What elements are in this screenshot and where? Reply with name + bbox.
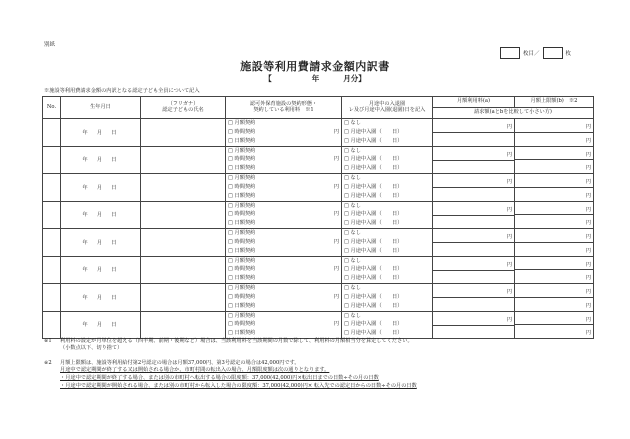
cell-no[interactable]: [43, 311, 61, 339]
claim-yen: 円: [585, 302, 591, 309]
mid-in-label: □ 月途中入園（ 日）: [344, 238, 403, 245]
footnote-2c-text: ・月途中で認定期間が終了する場合、または別の市町村へ転出する場合の限度額：37,000(42,000)円×転出日までの日数÷その月の日数: [60, 375, 379, 381]
table-row: [43, 284, 594, 312]
birth-text: 年 月 日: [82, 157, 119, 164]
mid-none[interactable]: [342, 174, 432, 183]
cell-contract: [226, 146, 342, 174]
page-title: 施設等利用費請求金額内訳書: [240, 60, 390, 73]
contract-hourly-label: □ 時間契約: [228, 183, 256, 190]
table-row: [43, 146, 594, 174]
cell-contract: [226, 256, 342, 284]
table-row: [43, 256, 594, 284]
cell-fee[interactable]: [433, 284, 515, 312]
cell-mid: [342, 311, 433, 339]
contract-daily-label: □ 日額契約: [228, 247, 256, 254]
footnote-2b: [44, 367, 329, 373]
cell-name[interactable]: [141, 229, 226, 257]
yen-label: 円: [333, 156, 339, 163]
claim-yen: 円: [585, 165, 591, 171]
cell-no[interactable]: [43, 229, 61, 257]
contract-daily[interactable]: [226, 137, 341, 146]
contract-monthly[interactable]: [226, 147, 341, 156]
cell-mid: [342, 119, 433, 147]
cell-birth[interactable]: [61, 229, 141, 257]
mid-in-label: □ 月途中入園（ 日）: [344, 211, 403, 218]
contract-hourly-label: □ 時間契約: [228, 238, 256, 245]
contract-daily-label: □ 日額契約: [228, 137, 256, 144]
mid-in-label: □ 月途中入園（ 日）: [344, 183, 403, 190]
col-name: [141, 97, 226, 119]
contract-daily[interactable]: [226, 219, 341, 228]
mid-in-label: □ 月途中入園（ 日）: [344, 156, 403, 163]
birth-text: 年 月 日: [82, 184, 119, 191]
mid-out[interactable]: [342, 137, 432, 146]
cell-limit[interactable]: [515, 119, 594, 147]
mid-in[interactable]: [342, 320, 432, 329]
table-row: [43, 119, 594, 147]
contract-hourly-label: □ 時間契約: [228, 321, 256, 328]
contract-hourly[interactable]: [226, 238, 341, 247]
cell-fee[interactable]: [433, 201, 515, 229]
contract-monthly[interactable]: [226, 312, 341, 321]
mid-out[interactable]: [342, 219, 432, 228]
contract-hourly[interactable]: [226, 265, 341, 274]
mid-out[interactable]: [342, 192, 432, 201]
contract-hourly[interactable]: [226, 183, 341, 192]
fee-yen: 円: [506, 234, 512, 240]
mid-out-label: □ 月途中入園（ 日）: [344, 137, 403, 144]
mid-in[interactable]: [342, 293, 432, 302]
cell-contract: [226, 119, 342, 147]
col-fee: 月額利用料(a): [433, 97, 515, 108]
mid-none[interactable]: [342, 119, 432, 128]
col-mid-2: レ及び月途中入園(退園)日を記入: [348, 106, 426, 113]
birth-text: 年 月 日: [82, 129, 119, 136]
mid-out-label: □ 月途中入園（ 日）: [344, 330, 403, 337]
mid-none-label: □ なし: [344, 230, 361, 237]
col-name-kana: （フリガナ）: [167, 101, 199, 107]
fee-yen: 円: [506, 289, 512, 295]
footnote-2d: [44, 383, 417, 389]
mid-in[interactable]: [342, 238, 432, 247]
claim-yen: 円: [585, 247, 591, 254]
contract-hourly[interactable]: [226, 128, 341, 137]
yen-label: 円: [333, 211, 339, 218]
claim-yen: 円: [585, 137, 591, 144]
contract-daily[interactable]: [226, 302, 341, 311]
sheet-count-end: 枚: [565, 51, 572, 57]
betsushi-label: 別紙: [44, 42, 56, 48]
cell-name[interactable]: [141, 201, 226, 229]
contract-hourly[interactable]: [226, 320, 341, 329]
cell-fee[interactable]: [433, 311, 515, 339]
limit-yen: 円: [585, 234, 591, 240]
cell-contract: [226, 229, 342, 257]
birth-text: 年 月 日: [82, 267, 119, 274]
fee-yen: 円: [506, 206, 512, 213]
footnote-2b-text: 月途中で認定期間が終了する又は開始される場合か、市町村間の転出入の場合、月額限度額は次の通りとなります。: [60, 367, 330, 373]
subtitle-open: 【: [264, 74, 272, 83]
cell-mid: [342, 256, 433, 284]
mid-none-label: □ なし: [344, 147, 361, 154]
contract-monthly[interactable]: [226, 257, 341, 266]
mid-out[interactable]: [342, 329, 432, 338]
mid-in-label: □ 月途中入園（ 日）: [344, 266, 403, 273]
claim-yen: 円: [585, 220, 591, 226]
contract-daily-label: □ 日額契約: [228, 275, 256, 282]
mid-out-label: □ 月途中入園（ 日）: [344, 247, 403, 254]
yen-label: 円: [333, 183, 339, 190]
contract-monthly-label: □ 月額契約: [228, 230, 256, 237]
claim-yen: 円: [585, 192, 591, 199]
contract-hourly-label: □ 時間契約: [228, 156, 256, 163]
cell-name[interactable]: [141, 284, 226, 312]
contract-hourly[interactable]: [226, 210, 341, 219]
mid-none[interactable]: [342, 312, 432, 321]
cell-limit[interactable]: [515, 174, 594, 202]
contract-hourly[interactable]: [226, 155, 341, 164]
cell-mid: [342, 284, 433, 312]
limit-yen: 円: [585, 206, 591, 213]
col-name-main: 認定子どもの氏名: [162, 106, 204, 113]
subtitle-month: 月分】: [343, 74, 366, 83]
limit-yen: 円: [585, 289, 591, 295]
cell-name[interactable]: [141, 174, 226, 202]
cell-limit[interactable]: [515, 256, 594, 284]
mid-in[interactable]: [342, 265, 432, 274]
mid-in[interactable]: [342, 128, 432, 137]
cell-no[interactable]: [43, 146, 61, 174]
col-contract: [226, 97, 342, 119]
contract-monthly-label: □ 月額契約: [228, 120, 256, 127]
cell-mid: [342, 201, 433, 229]
cell-no[interactable]: [43, 284, 61, 312]
contract-monthly-label: □ 月額契約: [228, 257, 256, 264]
footnote-2a: [44, 360, 300, 366]
table-body: [43, 119, 594, 339]
contract-daily[interactable]: [226, 274, 341, 283]
mid-out[interactable]: [342, 274, 432, 283]
birth-text: 年 月 日: [82, 212, 119, 219]
mid-none[interactable]: [342, 229, 432, 238]
mid-in-label: □ 月途中入園（ 日）: [344, 128, 403, 135]
cell-no[interactable]: [43, 119, 61, 147]
fee-yen: 円: [506, 151, 512, 158]
footnote-2d-text: ・月途中で認定期間が開始される場合、または別の市町村から転入した場合の限度額：37,000(42,000)円× 転入先での認定日からの日数÷その月の日数: [60, 383, 417, 389]
cell-limit[interactable]: [515, 284, 594, 312]
contract-daily-label: □ 日額契約: [228, 302, 256, 309]
limit-yen: 円: [585, 179, 591, 185]
contract-daily[interactable]: [226, 247, 341, 256]
birth-text: 年 月 日: [82, 322, 119, 329]
mid-none[interactable]: [342, 284, 432, 293]
limit-yen: 円: [585, 316, 591, 323]
claim-breakdown-table: [42, 96, 594, 339]
cell-birth[interactable]: [61, 284, 141, 312]
mid-out-label: □ 月途中入園（ 日）: [344, 275, 403, 282]
mid-in[interactable]: [342, 183, 432, 192]
mid-none[interactable]: [342, 257, 432, 266]
cell-name[interactable]: [141, 119, 226, 147]
cell-fee[interactable]: [433, 119, 515, 147]
mid-in-label: □ 月途中入園（ 日）: [344, 321, 403, 328]
contract-daily-label: □ 日額契約: [228, 192, 256, 199]
col-mid-1: 月途中の入退園: [368, 101, 406, 107]
cell-no[interactable]: [43, 256, 61, 284]
table-row: [43, 174, 594, 202]
mid-in[interactable]: [342, 210, 432, 219]
table-row: [43, 229, 594, 257]
contract-monthly[interactable]: [226, 174, 341, 183]
claim-yen: 円: [585, 330, 591, 336]
cell-birth[interactable]: [61, 146, 141, 174]
cell-name[interactable]: [141, 146, 226, 174]
cell-no[interactable]: [43, 174, 61, 202]
footnote-2-mark: ※2: [44, 360, 52, 366]
mid-none-label: □ なし: [344, 175, 361, 182]
col-contract-2: 契約している利用料 ※1: [253, 106, 314, 113]
contract-hourly-label: □ 時間契約: [228, 211, 256, 218]
contract-monthly-label: □ 月額契約: [228, 202, 256, 209]
mid-out-label: □ 月途中入園（ 日）: [344, 220, 403, 227]
mid-in[interactable]: [342, 155, 432, 164]
mid-out-label: □ 月途中入園（ 日）: [344, 302, 403, 309]
contract-hourly-label: □ 時間契約: [228, 266, 256, 273]
birth-text: 年 月 日: [82, 294, 119, 301]
subtitle-year: 年: [311, 74, 320, 83]
yen-label: 円: [333, 128, 339, 135]
contract-monthly[interactable]: [226, 202, 341, 211]
limit-yen: 円: [585, 124, 591, 130]
yen-label: 円: [333, 293, 339, 300]
mid-none-label: □ なし: [344, 312, 361, 319]
cell-birth[interactable]: [61, 201, 141, 229]
page-subtitle: [0, 73, 630, 84]
table-note: ※施設等利用費請求金額の内訳となる認定子ども全員について記入: [44, 88, 200, 94]
mid-none[interactable]: [342, 147, 432, 156]
mid-none-label: □ なし: [344, 285, 361, 292]
fee-yen: 円: [506, 316, 512, 323]
cell-birth[interactable]: [61, 311, 141, 339]
contract-daily-label: □ 日額契約: [228, 220, 256, 227]
contract-monthly-label: □ 月額契約: [228, 147, 256, 154]
table-row: [43, 311, 594, 339]
mid-out[interactable]: [342, 247, 432, 256]
cell-contract: [226, 201, 342, 229]
contract-hourly-label: □ 時間契約: [228, 293, 256, 300]
cell-birth[interactable]: [61, 174, 141, 202]
mid-none-label: □ なし: [344, 257, 361, 264]
mid-out[interactable]: [342, 164, 432, 173]
cell-fee[interactable]: [433, 146, 515, 174]
limit-yen: 円: [585, 151, 591, 158]
col-birth: 生年月日: [61, 97, 141, 119]
contract-daily[interactable]: [226, 329, 341, 338]
yen-label: 円: [333, 266, 339, 273]
col-no: No.: [43, 97, 61, 119]
footnote-1a: [44, 338, 413, 344]
footnote-1a-text: 利用料の設定が月単位を超える（四半期、前期・後期など）場合は、当該利用料を当該期間の月数で除して、利用料の月額相当分を算定してください。: [60, 338, 413, 344]
mid-in-label: □ 月途中入園（ 日）: [344, 293, 403, 300]
footnote-2c: [44, 375, 379, 381]
cell-mid: [342, 146, 433, 174]
fee-yen: 円: [506, 124, 512, 130]
mid-none[interactable]: [342, 202, 432, 211]
contract-monthly[interactable]: [226, 229, 341, 238]
mid-out-label: □ 月途中入園（ 日）: [344, 192, 403, 199]
cell-limit[interactable]: [515, 146, 594, 174]
col-mid: [342, 97, 433, 119]
mid-none-label: □ なし: [344, 202, 361, 209]
contract-hourly-label: □ 時間契約: [228, 128, 256, 135]
fee-yen: 円: [506, 179, 512, 185]
footnote-1b: [44, 345, 122, 351]
contract-daily-label: □ 日額契約: [228, 165, 256, 172]
claim-yen: 円: [585, 275, 591, 281]
contract-hourly[interactable]: [226, 293, 341, 302]
col-contract-1: 認可外保育施設の契約形態・: [249, 101, 318, 107]
cell-mid: [342, 229, 433, 257]
contract-monthly-label: □ 月額契約: [228, 312, 256, 319]
cell-mid: [342, 174, 433, 202]
cell-limit[interactable]: [515, 311, 594, 339]
contract-monthly[interactable]: [226, 284, 341, 293]
footnote-1-mark: ※1: [44, 338, 52, 344]
footnote-2a-text: 月額上限額は、施設等利用給付第2号認定の場合は月額37,000円、第3号認定の場合は42,000円です。: [60, 360, 300, 366]
cell-name[interactable]: [141, 256, 226, 284]
mid-none-label: □ なし: [344, 120, 361, 127]
yen-label: 円: [333, 238, 339, 245]
col-limit: 月額上限額(b) ※2: [515, 97, 594, 108]
cell-fee[interactable]: [433, 174, 515, 202]
cell-limit[interactable]: [515, 201, 594, 229]
cell-fee[interactable]: [433, 256, 515, 284]
fee-yen: 円: [506, 261, 512, 268]
table-row: [43, 201, 594, 229]
contract-monthly-label: □ 月額契約: [228, 285, 256, 292]
cell-contract: [226, 311, 342, 339]
cell-no[interactable]: [43, 201, 61, 229]
cell-contract: [226, 284, 342, 312]
limit-yen: 円: [585, 261, 591, 268]
cell-birth[interactable]: [61, 256, 141, 284]
mid-out-label: □ 月途中入園（ 日）: [344, 165, 403, 172]
contract-daily[interactable]: [226, 192, 341, 201]
contract-daily-label: □ 日額契約: [228, 330, 256, 337]
sheet-count-mid: 枚目／: [523, 51, 540, 57]
cell-contract: [226, 174, 342, 202]
yen-label: 円: [333, 321, 339, 328]
cell-fee[interactable]: [433, 229, 515, 257]
cell-birth[interactable]: [61, 119, 141, 147]
cell-name[interactable]: [141, 311, 226, 339]
col-claim: 請求額(aとbを比較して小さい方): [433, 108, 594, 119]
contract-monthly-label: □ 月額契約: [228, 175, 256, 182]
contract-monthly[interactable]: [226, 119, 341, 128]
birth-text: 年 月 日: [82, 239, 119, 246]
footnote-1b-text: （小数点以下、切り捨て）: [60, 345, 123, 351]
contract-daily[interactable]: [226, 164, 341, 173]
cell-limit[interactable]: [515, 229, 594, 257]
mid-out[interactable]: [342, 302, 432, 311]
